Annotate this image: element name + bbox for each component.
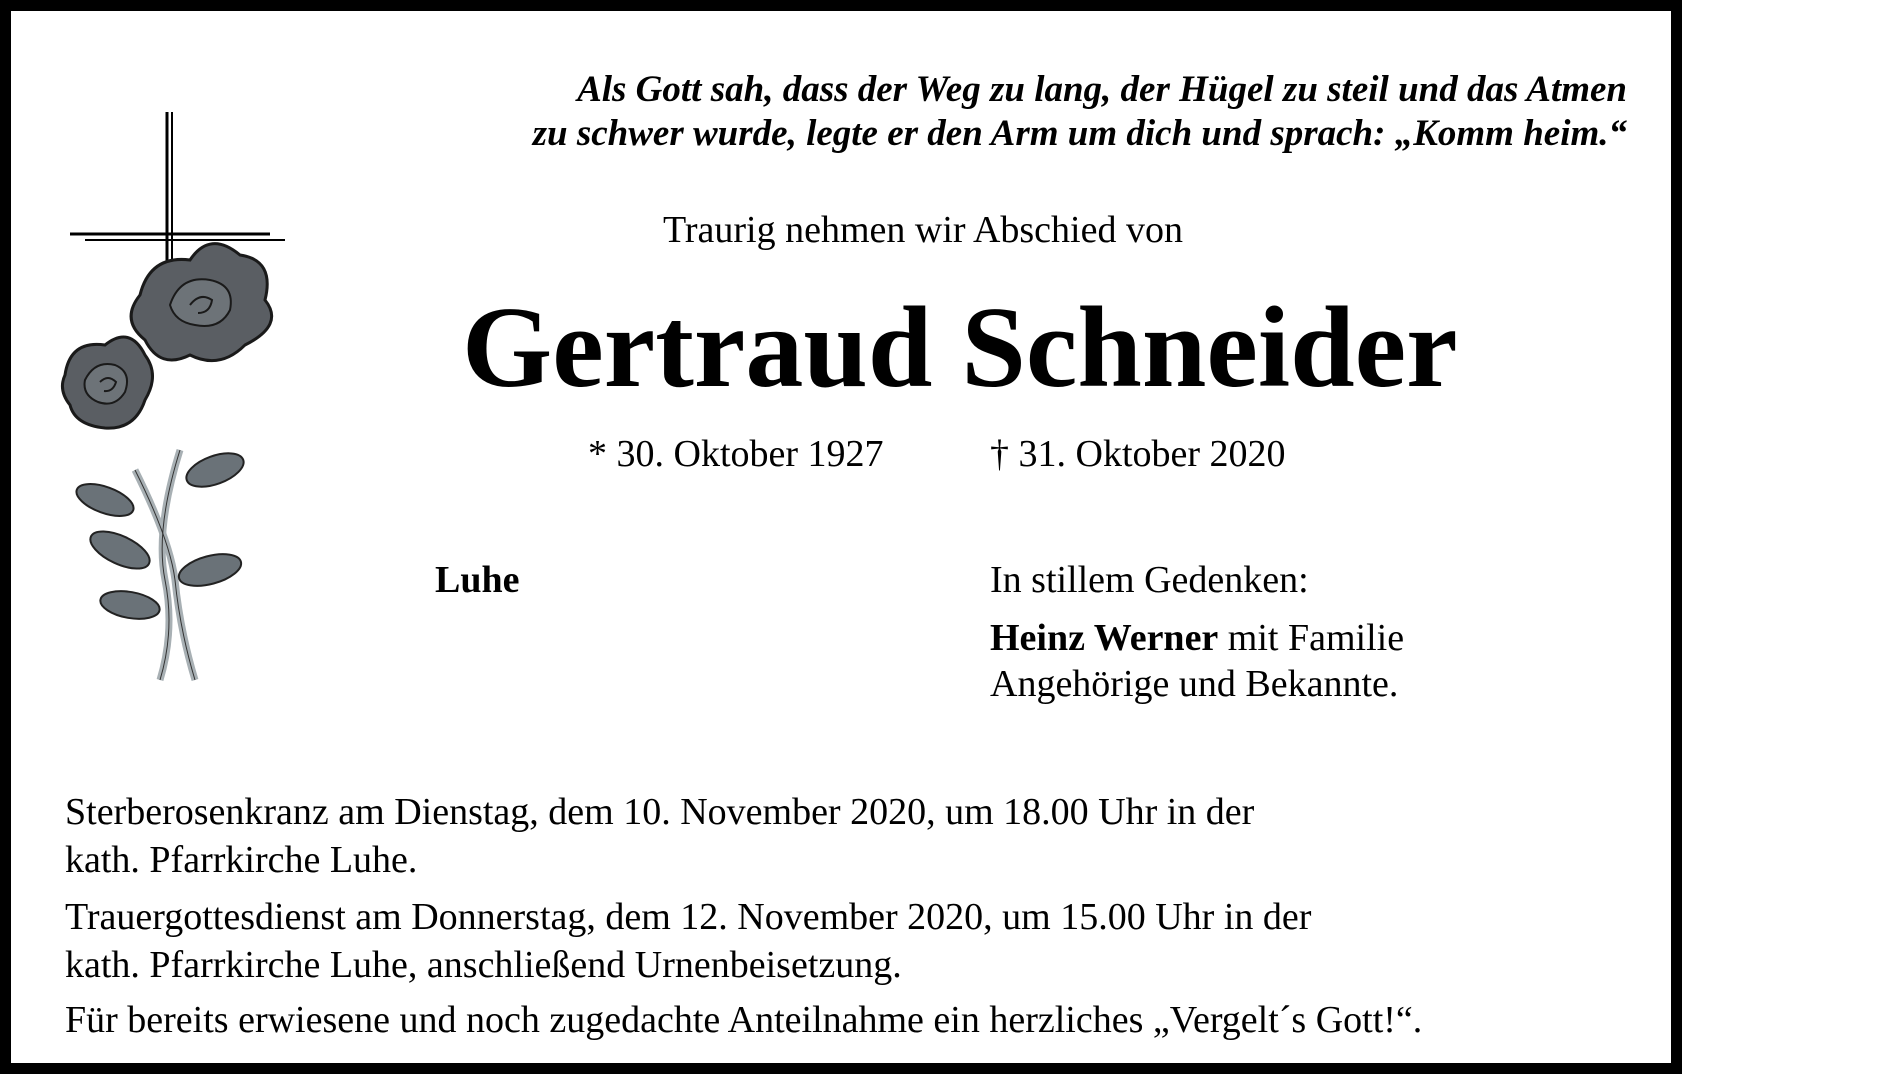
rosary-line-2: kath. Pfarrkirche Luhe.	[65, 839, 418, 881]
intro-text: Traurig nehmen wir Abschied von	[663, 209, 1183, 251]
birth-date: * 30. Oktober 1927	[588, 433, 884, 475]
roses-icon	[62, 244, 271, 680]
mourners-heading: In stillem Gedenken:	[990, 559, 1309, 601]
place-name: Luhe	[435, 559, 520, 601]
deceased-name: Gertraud Schneider	[462, 284, 1458, 412]
mourner-name: Heinz Werner	[990, 617, 1219, 659]
funeral-line-1: Trauergottesdienst am Donnerstag, dem 12. November 2020, um 15.00 Uhr in der	[65, 896, 1312, 938]
quote-line-1: Als Gott sah, dass der Weg zu lang, der Hügel zu steil und das Atmen	[577, 69, 1627, 110]
quote-line-2: zu schwer wurde, legte er den Arm um dich und sprach: „Komm heim.“	[532, 113, 1627, 154]
mourners-family	[990, 614, 1404, 662]
funeral-line-2: kath. Pfarrkirche Luhe, anschließend Urnenbeisetzung.	[65, 944, 902, 986]
thanks-line: Für bereits erwiesene und noch zugedachte Anteilnahme ein herzliches „Vergelt´s Gott!“.	[65, 999, 1423, 1041]
death-date: † 31. Oktober 2020	[990, 433, 1286, 475]
cross-and-roses-icon	[60, 110, 300, 690]
rosary-line-1: Sterberosenkranz am Dienstag, dem 10. November 2020, um 18.00 Uhr in der	[65, 791, 1255, 833]
mourner-name-suffix: mit Familie	[1218, 617, 1405, 659]
mourners-relatives: Angehörige und Bekannte.	[990, 663, 1399, 705]
